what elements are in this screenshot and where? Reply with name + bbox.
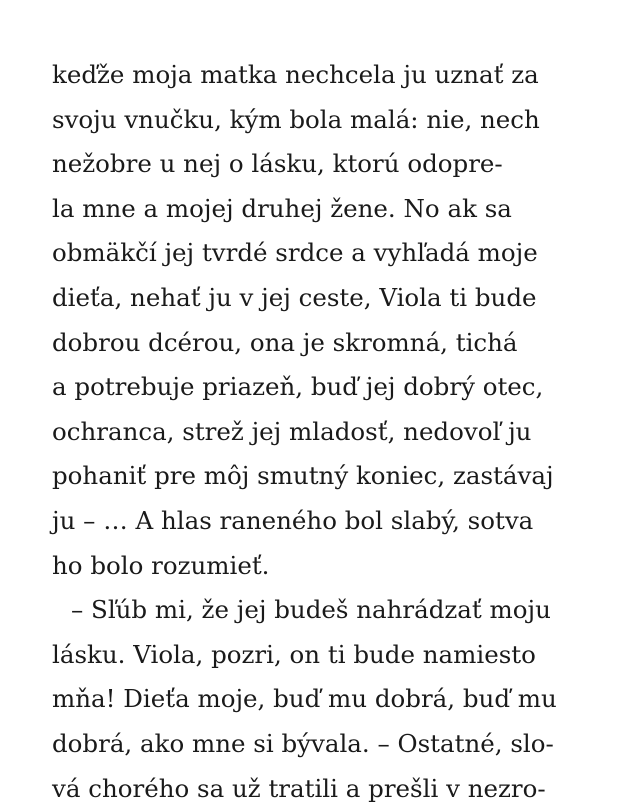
text-line: pohaniť pre môj smutný koniec, zastávaj — [52, 454, 612, 499]
text-line: dobrou dcérou, ona je skromná, tichá — [52, 321, 612, 366]
text-line: vá chorého sa už tratili a prešli v nezro- — [52, 767, 612, 811]
text-line: dobrá, ako mne si bývala. – Ostatné, slo- — [52, 722, 612, 767]
text-line: ochranca, strež jej mladosť, nedovoľ ju — [52, 410, 612, 455]
text-line: ho bolo rozumieť. — [52, 544, 612, 589]
text-line: la mne a mojej druhej žene. No ak sa — [52, 187, 612, 232]
text-line: dieťa, nehať ju v jej ceste, Viola ti bude — [52, 276, 612, 321]
text-line: keďže moja matka nechcela ju uznať za — [52, 53, 612, 98]
text-line: a potrebuje priazeň, buď jej dobrý otec, — [52, 365, 612, 410]
text-line: nežobre u nej o lásku, ktorú odopre- — [52, 142, 612, 187]
text-line: obmäkčí jej tvrdé srdce a vyhľadá moje — [52, 231, 612, 276]
text-line: svoju vnučku, kým bola malá: nie, nech — [52, 98, 612, 143]
body-text — [52, 53, 612, 811]
paragraph-start-line: – Sľúb mi, že jej budeš nahrádzať moju — [52, 588, 612, 633]
text-line: lásku. Viola, pozri, on ti bude namiesto — [52, 633, 612, 678]
text-line: mňa! Dieťa moje, buď mu dobrá, buď mu — [52, 677, 612, 722]
text-line: ju – … A hlas raneného bol slabý, sotva — [52, 499, 612, 544]
